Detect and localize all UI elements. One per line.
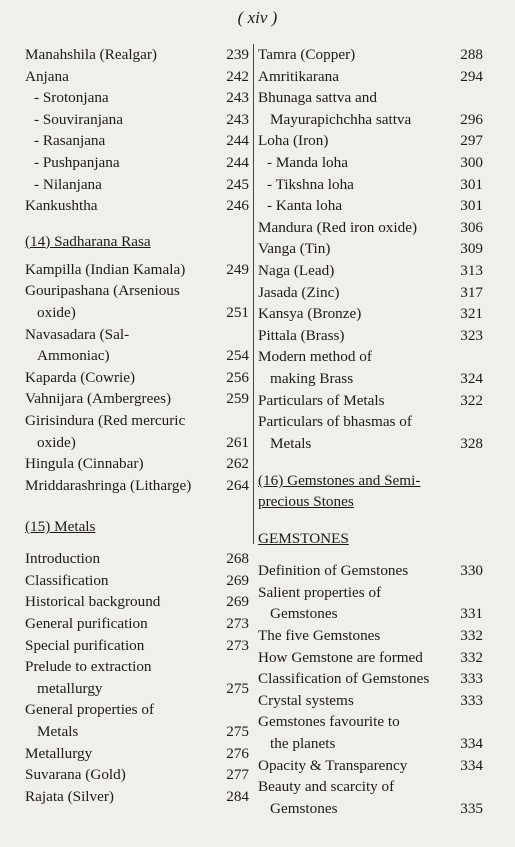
toc-entry-page: 239 <box>226 46 249 63</box>
toc-entry-page: 309 <box>460 240 483 258</box>
toc-entry-title: Pittala (Brass) <box>258 326 345 344</box>
toc-entry-title: General purification <box>25 615 148 633</box>
toc-entry <box>25 656 249 699</box>
section-16-heading-line2: precious Stones <box>258 493 354 511</box>
toc-entry-page: 273 <box>226 636 249 654</box>
toc-entry-page: 288 <box>460 46 483 63</box>
toc-entry-page: 317 <box>460 283 483 301</box>
toc-entry <box>258 411 483 454</box>
toc-entry-title: Mandura (Red iron oxide) <box>258 218 418 236</box>
toc-entry-page: 251 <box>226 303 249 321</box>
toc-entry <box>258 390 483 412</box>
toc-entry-title: Tamra (Copper) <box>258 46 356 63</box>
toc-entry-title: Naga (Lead) <box>258 261 335 279</box>
toc-entry-title: Jasada (Zinc) <box>258 283 340 301</box>
toc-entry-page: 264 <box>226 476 249 494</box>
toc-entry <box>258 560 483 582</box>
toc-entry-page: 306 <box>460 218 483 236</box>
toc-entry-title: Particulars of Metals <box>258 391 385 409</box>
toc-entry-page: 277 <box>226 766 249 784</box>
toc-entry-page: 275 <box>226 723 249 741</box>
toc-entry-page: 294 <box>460 67 483 85</box>
toc-entry-page: 246 <box>226 197 249 215</box>
toc-entry <box>258 711 483 754</box>
toc-entry <box>258 152 483 174</box>
toc-entry-title: Opacity & Transparency <box>258 756 408 774</box>
toc-entry <box>258 755 483 777</box>
toc-entry-page: 276 <box>226 744 249 762</box>
toc-entry <box>258 260 483 282</box>
toc-entry-page: 296 <box>460 110 483 128</box>
toc-entry-title: Amritikarana <box>258 67 339 85</box>
toc-entry-title-continued: Ammoniac) <box>37 347 110 365</box>
section-15-entries <box>25 548 249 807</box>
toc-entry-page: 243 <box>226 110 249 128</box>
toc-entry <box>258 195 483 217</box>
toc-entry-title: Kampilla (Indian Kamala) <box>25 260 186 278</box>
toc-entry-page: 328 <box>460 434 483 452</box>
toc-entry <box>258 776 483 819</box>
toc-entry <box>258 346 483 389</box>
toc-entry-title-continued: oxide) <box>37 303 76 321</box>
toc-entry-title: Kansya (Bronze) <box>258 305 362 323</box>
toc-entry-page: 323 <box>460 326 483 344</box>
toc-entry-title: Introduction <box>25 550 101 568</box>
toc-entry-title: Prelude to extraction <box>25 658 152 676</box>
toc-entry-title: - Rasanjana <box>34 132 106 150</box>
toc-entry <box>25 66 249 88</box>
toc-entry <box>25 410 249 453</box>
toc-entry <box>25 743 249 765</box>
toc-entry-title: Loha (Iron) <box>258 132 329 150</box>
toc-entry <box>25 475 249 497</box>
toc-entry-title: - Kanta loha <box>267 197 343 215</box>
toc-entry-title-continued: Mayurapichchha sattva <box>270 110 412 128</box>
toc-entry-page: 321 <box>460 305 483 323</box>
toc-entry <box>258 690 483 712</box>
toc-entry-title: Salient properties of <box>258 583 382 601</box>
toc-entry-title: Special purification <box>25 636 145 654</box>
top-entries-left <box>25 44 249 217</box>
toc-entry-page: 330 <box>460 562 483 580</box>
toc-entry-title: Gemstones favourite to <box>258 713 400 731</box>
toc-entry-title: Navasadara (Sal- <box>25 325 130 343</box>
toc-entry-title: - Tikshna loha <box>267 175 354 193</box>
toc-entry-title: Anjana <box>25 67 69 85</box>
toc-entry <box>258 325 483 347</box>
right-column <box>258 44 483 819</box>
toc-entry <box>258 130 483 152</box>
toc-entry-title: Hingula (Cinnabar) <box>25 455 144 473</box>
toc-entry-title: - Nilanjana <box>34 175 102 193</box>
toc-entry-page: 256 <box>226 368 249 386</box>
toc-entry-page: 243 <box>226 89 249 107</box>
toc-entry-title: Metallurgy <box>25 744 93 762</box>
toc-entry <box>25 453 249 475</box>
toc-entry-page: 242 <box>226 67 249 85</box>
toc-entry-title: Definition of Gemstones <box>258 562 409 580</box>
toc-entry-title: Crystal systems <box>258 691 354 709</box>
toc-entry <box>258 282 483 304</box>
toc-entry <box>258 238 483 260</box>
toc-entry <box>25 324 249 367</box>
toc-entry <box>25 280 249 323</box>
toc-entry-page: 300 <box>460 153 483 171</box>
gemstone-entries <box>258 560 483 819</box>
toc-entry-title: Vahnijara (Ambergrees) <box>25 390 172 408</box>
toc-entry-title: - Pushpanjana <box>34 153 120 171</box>
toc-entry <box>25 764 249 786</box>
toc-entry <box>25 44 249 66</box>
toc-entry-title-continued: Metals <box>270 434 312 452</box>
section-14-entries <box>25 259 249 497</box>
toc-entry-title: Manahshila (Realgar) <box>25 46 157 63</box>
toc-entry <box>25 388 249 410</box>
toc-entry <box>258 44 483 66</box>
toc-entry <box>258 303 483 325</box>
toc-entry <box>25 699 249 742</box>
column-divider <box>253 44 254 544</box>
toc-entry <box>25 130 249 152</box>
toc-entry-page: 297 <box>460 132 483 150</box>
toc-entry-page: 332 <box>460 648 483 666</box>
toc-entry-page: 333 <box>460 691 483 709</box>
toc-entry-title-continued: making Brass <box>270 369 354 387</box>
toc-entry-title: - Souviranjana <box>34 110 123 128</box>
toc-entry <box>258 217 483 239</box>
toc-entry <box>25 195 249 217</box>
toc-entry-title: Girisindura (Red mercuric <box>25 411 186 429</box>
section-15-heading: (15) Metals <box>25 518 96 536</box>
toc-entry-page: 335 <box>460 799 483 817</box>
toc-entry-title-continued: oxide) <box>37 433 76 451</box>
toc-entry-page: 334 <box>460 756 483 774</box>
toc-entry <box>258 87 483 130</box>
toc-entry-page: 333 <box>460 670 483 688</box>
toc-entry-page: 313 <box>460 261 483 279</box>
left-column <box>25 44 249 807</box>
toc-entry-page: 273 <box>226 615 249 633</box>
toc-entry <box>25 259 249 281</box>
gemstones-heading: GEMSTONES <box>258 530 349 548</box>
page-number: ( xiv ) <box>237 8 278 27</box>
toc-entry-title: Beauty and scarcity of <box>258 778 395 796</box>
toc-entry <box>258 66 483 88</box>
toc-entry-title-continued: Gemstones <box>270 605 338 623</box>
toc-entry <box>25 570 249 592</box>
toc-entry-title: How Gemstone are formed <box>258 648 423 666</box>
toc-entry-title: Mriddarashringa (Litharge) <box>25 476 192 494</box>
toc-entry-title-continued: Gemstones <box>270 799 338 817</box>
toc-entry-title: Gouripashana (Arsenious <box>25 282 180 300</box>
toc-entry-page: 269 <box>226 593 249 611</box>
top-entries-right <box>258 44 483 454</box>
toc-entry-page: 245 <box>226 175 249 193</box>
toc-entry <box>25 152 249 174</box>
toc-entry-title-continued: metallurgy <box>37 679 103 697</box>
toc-entry <box>25 87 249 109</box>
toc-entry-title: Bhunaga sattva and <box>258 89 377 107</box>
toc-entry <box>258 625 483 647</box>
section-14-heading: (14) Sadharana Rasa <box>25 232 151 250</box>
toc-entry <box>25 613 249 635</box>
toc-entry-page: 301 <box>460 175 483 193</box>
toc-entry <box>25 174 249 196</box>
section-16-heading-line1: (16) Gemstones and Semi- <box>258 472 421 490</box>
toc-entry-title-continued: the planets <box>270 735 336 753</box>
toc-entry-title: Classification of Gemstones <box>258 670 430 688</box>
toc-entry <box>25 635 249 657</box>
toc-entry-page: 322 <box>460 391 483 409</box>
toc-entry-title: Kaparda (Cowrie) <box>25 368 136 386</box>
toc-entry-title: Historical background <box>25 593 161 611</box>
toc-entry <box>258 582 483 625</box>
toc-entry-page: 331 <box>460 605 483 623</box>
toc-entry-page: 262 <box>226 455 249 473</box>
toc-entry-title-continued: Metals <box>37 723 79 741</box>
toc-entry-title: General properties of <box>25 701 155 719</box>
toc-entry-page: 261 <box>226 433 249 451</box>
toc-entry-page: 284 <box>226 787 249 805</box>
toc-entry-title: - Srotonjana <box>34 89 109 107</box>
toc-entry-title: Kankushtha <box>25 197 98 215</box>
toc-entry-page: 332 <box>460 627 483 645</box>
toc-entry-page: 244 <box>226 153 249 171</box>
toc-entry <box>25 591 249 613</box>
toc-entry-title: Modern method of <box>258 348 372 366</box>
toc-entry-title: Vanga (Tin) <box>258 240 331 258</box>
section-16-heading <box>258 470 483 512</box>
toc-entry-title: Rajata (Silver) <box>25 787 114 805</box>
toc-entry <box>258 647 483 669</box>
toc-entry-page: 301 <box>460 197 483 215</box>
toc-entry-page: 254 <box>226 347 249 365</box>
toc-entry-page: 259 <box>226 390 249 408</box>
toc-entry <box>258 174 483 196</box>
toc-entry <box>25 367 249 389</box>
toc-entry-page: 269 <box>226 571 249 589</box>
toc-entry-page: 334 <box>460 735 483 753</box>
toc-entry <box>25 109 249 131</box>
toc-entry-title: - Manda loha <box>267 153 348 171</box>
toc-entry <box>25 548 249 570</box>
toc-entry-page: 268 <box>226 550 249 568</box>
toc-entry <box>258 668 483 690</box>
toc-entry-page: 249 <box>226 260 249 278</box>
toc-entry <box>25 786 249 808</box>
toc-entry-title: Particulars of bhasmas of <box>258 413 412 431</box>
toc-entry-page: 324 <box>460 369 483 387</box>
toc-entry-page: 275 <box>226 679 249 697</box>
toc-entry-title: Suvarana (Gold) <box>25 766 126 784</box>
toc-entry-title: The five Gemstones <box>258 627 381 645</box>
toc-entry-title: Classification <box>25 571 109 589</box>
toc-entry-page: 244 <box>226 132 249 150</box>
